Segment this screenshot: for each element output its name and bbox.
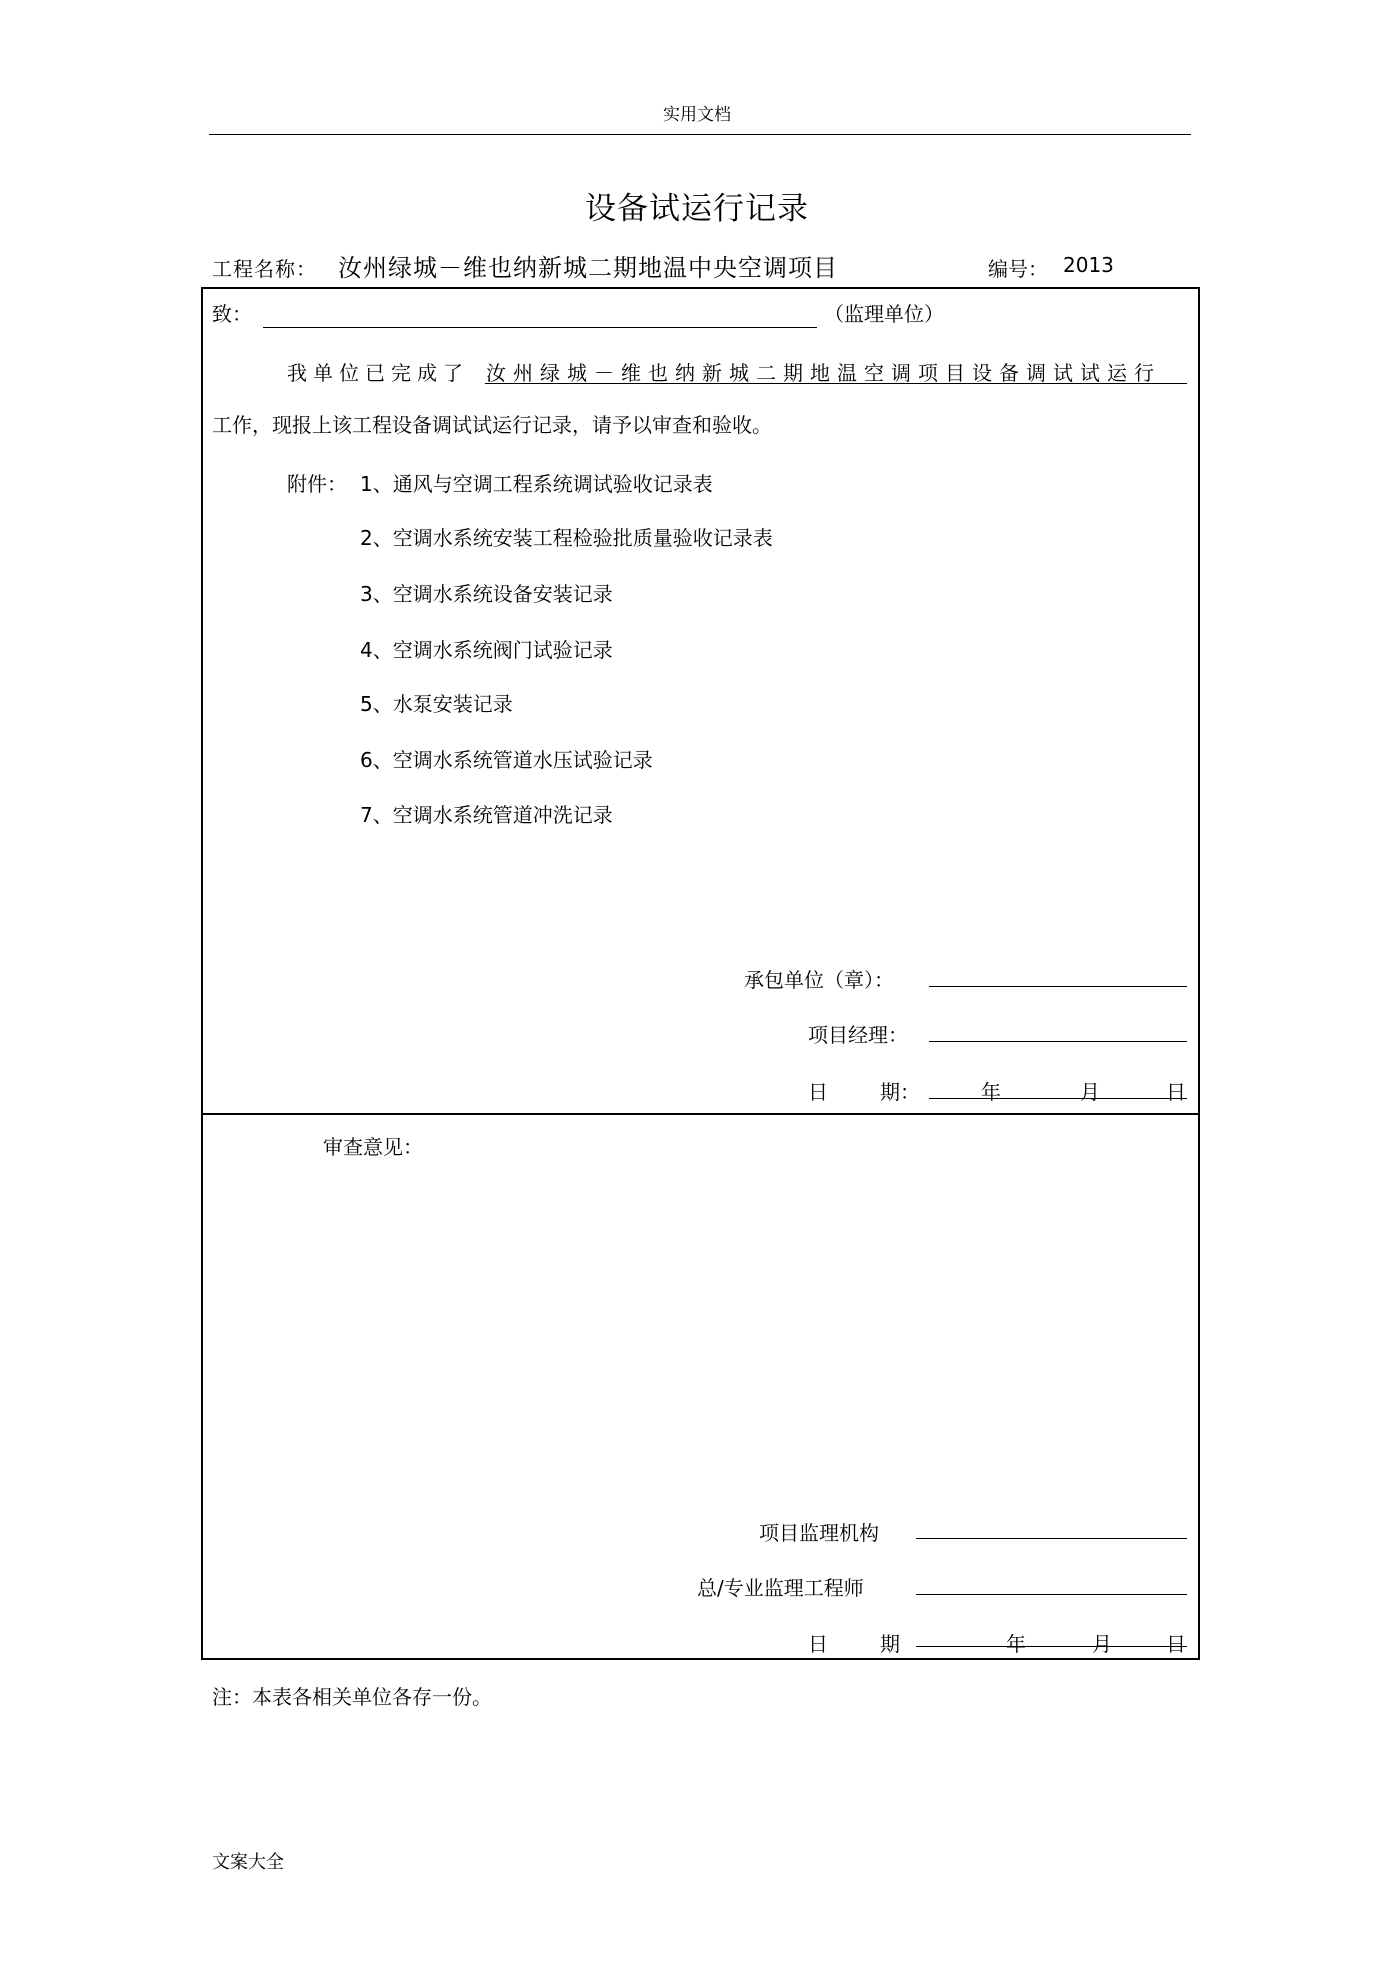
attachment-item: 1、通风与空调工程系统调试验收记录表 [360, 472, 713, 496]
review-opinion-label: 审查意见： [323, 1135, 423, 1159]
attachment-item: 3、空调水系统设备安装记录 [360, 582, 613, 606]
contractor-date-month: 月 [1080, 1080, 1100, 1104]
review-date-day: 日 [1166, 1632, 1186, 1656]
review-date-label-ri: 日 [808, 1632, 828, 1656]
supervision-org-label: 项目监理机构 [759, 1521, 879, 1545]
project-name-label: 工程名称： [212, 257, 317, 281]
attachment-item: 7、空调水系统管道冲洗记录 [360, 803, 613, 827]
page-header-text: 实用文档 [663, 105, 731, 125]
completion-statement-prefix: 我单位已完成了 [287, 361, 469, 385]
contractor-date-label-ri: 日 [808, 1080, 828, 1104]
review-date-year: 年 [1006, 1632, 1026, 1656]
number-label: 编号： [988, 257, 1048, 281]
supervision-org-signature-line [916, 1538, 1187, 1539]
contractor-date-year: 年 [981, 1080, 1001, 1104]
completion-statement-project: 汝州绿城－维也纳新城二期地温空调项目设备调试试运行 [486, 361, 1161, 385]
attachment-item: 6、空调水系统管道水压试验记录 [360, 748, 653, 772]
contractor-date-day: 日 [1166, 1080, 1186, 1104]
page-footer-text: 文案大全 [212, 1852, 284, 1873]
review-date-line [916, 1646, 1187, 1647]
addressee-label: 致： [212, 302, 252, 326]
project-manager-label: 项目经理： [808, 1023, 908, 1047]
document-title: 设备试运行记录 [585, 191, 809, 227]
attachment-item: 2、空调水系统安装工程检验批质量验收记录表 [360, 526, 773, 550]
supervising-engineer-signature-line [916, 1594, 1187, 1595]
contractor-seal-label: 承包单位（章）： [744, 968, 894, 992]
contractor-signature-line [929, 986, 1187, 987]
completion-statement-underline [485, 383, 1187, 384]
project-manager-signature-line [929, 1041, 1187, 1042]
attachment-item: 5、水泵安装记录 [360, 692, 513, 716]
review-date-month: 月 [1092, 1632, 1112, 1656]
review-date-label-qi: 期 [880, 1632, 900, 1656]
contractor-date-line [929, 1098, 1187, 1099]
footnote: 注：本表各相关单位各存一份。 [212, 1685, 492, 1709]
attachment-item: 4、空调水系统阀门试验记录 [360, 638, 613, 662]
number-value: 2013 [1063, 253, 1114, 277]
supervising-engineer-label: 总/专业监理工程师 [697, 1576, 864, 1600]
project-name-value: 汝州绿城－维也纳新城二期地温中央空调项目 [338, 254, 838, 282]
section-divider [201, 1113, 1200, 1115]
addressee-blank-line [263, 327, 817, 328]
attachments-label: 附件： [287, 472, 347, 496]
completion-statement-rest: 工作，现报上该工程设备调试试运行记录，请予以审查和验收。 [212, 413, 772, 437]
header-rule [209, 134, 1191, 135]
addressee-suffix: （监理单位） [824, 302, 944, 326]
contractor-date-label-qi: 期： [880, 1080, 920, 1104]
